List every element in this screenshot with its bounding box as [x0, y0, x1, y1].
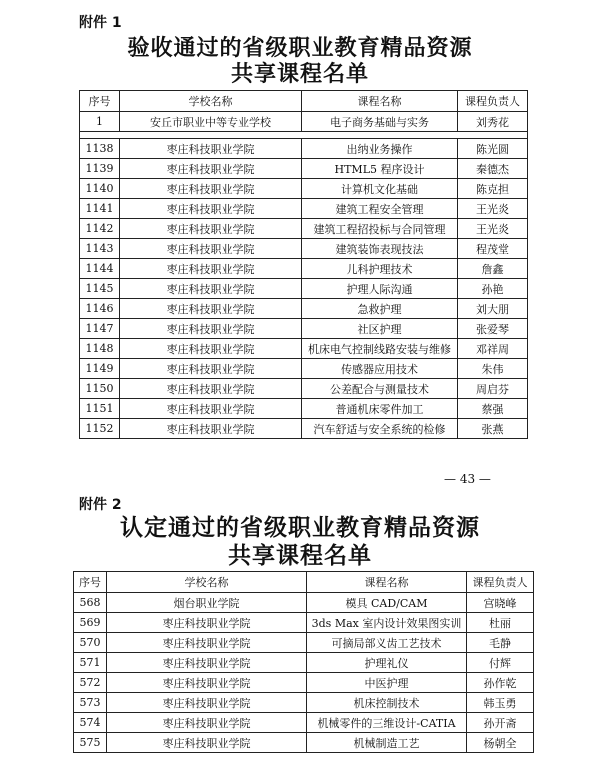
cell-index: 1145 — [80, 279, 120, 299]
header-lead: 课程负责人 — [467, 572, 534, 593]
cell-course: 机械零件的三维设计-CATIA — [307, 713, 467, 733]
cell-index: 1150 — [80, 379, 120, 399]
cell-course: 出纳业务操作 — [302, 139, 458, 159]
cell-course: 汽车舒适与安全系统的检修 — [302, 419, 458, 439]
cell-course: 公差配合与测量技术 — [302, 379, 458, 399]
cell-school: 枣庄科技职业学院 — [120, 339, 302, 359]
table-row — [80, 399, 528, 419]
table-row — [80, 259, 528, 279]
cell-lead: 刘大朋 — [458, 299, 528, 319]
table-header-row — [74, 572, 534, 593]
cell-course: 传感器应用技术 — [302, 359, 458, 379]
cell-school: 烟台职业学院 — [107, 593, 307, 613]
cell-index: 1140 — [80, 179, 120, 199]
table-row — [80, 319, 528, 339]
cell-index: 575 — [74, 733, 107, 753]
cell-school: 枣庄科技职业学院 — [120, 259, 302, 279]
table-row — [74, 733, 534, 753]
table-row — [74, 713, 534, 733]
cell-index: 571 — [74, 653, 107, 673]
cell-course: 社区护理 — [302, 319, 458, 339]
cell-index: 569 — [74, 613, 107, 633]
attachment-1-label: 附件 1 — [79, 15, 122, 31]
cell-course: HTML5 程序设计 — [302, 159, 458, 179]
cell-index: 574 — [74, 713, 107, 733]
cell-school: 枣庄科技职业学院 — [107, 673, 307, 693]
cell-index: 1152 — [80, 419, 120, 439]
table-gap — [80, 132, 528, 139]
cell-lead: 刘秀花 — [458, 112, 528, 132]
attachment-1-title-line2: 共享课程名单 — [230, 62, 369, 87]
cell-index: 1151 — [80, 399, 120, 419]
attachment-1-table — [79, 90, 528, 439]
cell-course: 儿科护理技术 — [302, 259, 458, 279]
cell-school: 枣庄科技职业学院 — [120, 279, 302, 299]
cell-lead: 杨朝全 — [467, 733, 534, 753]
cell-lead: 王光炎 — [458, 219, 528, 239]
header-school: 学校名称 — [107, 572, 307, 593]
cell-lead: 周启芬 — [458, 379, 528, 399]
table-row — [74, 613, 534, 633]
cell-course: 护理人际沟通 — [302, 279, 458, 299]
cell-course: 建筑工程招投标与合同管理 — [302, 219, 458, 239]
table-row — [80, 199, 528, 219]
cell-school: 枣庄科技职业学院 — [120, 239, 302, 259]
cell-school: 安丘市职业中等专业学校 — [120, 112, 302, 132]
attachment-2-title-line1: 认定通过的省级职业教育精品资源 — [120, 515, 480, 541]
attachment-2-label: 附件 2 — [79, 497, 122, 513]
cell-school: 枣庄科技职业学院 — [107, 633, 307, 653]
table-row — [74, 693, 534, 713]
cell-index: 1146 — [80, 299, 120, 319]
header-course: 课程名称 — [307, 572, 467, 593]
cell-school: 枣庄科技职业学院 — [120, 139, 302, 159]
cell-lead: 詹鑫 — [458, 259, 528, 279]
cell-school: 枣庄科技职业学院 — [107, 653, 307, 673]
cell-lead: 孙艳 — [458, 279, 528, 299]
header-index: 序号 — [74, 572, 107, 593]
cell-lead: 朱伟 — [458, 359, 528, 379]
table-row — [80, 239, 528, 259]
cell-course: 计算机文化基础 — [302, 179, 458, 199]
page-number: — 43 — — [444, 472, 491, 486]
cell-lead: 张燕 — [458, 419, 528, 439]
table-row — [80, 419, 528, 439]
cell-school: 枣庄科技职业学院 — [120, 359, 302, 379]
cell-index: 1139 — [80, 159, 120, 179]
header-index: 序号 — [80, 91, 120, 112]
cell-school: 枣庄科技职业学院 — [107, 613, 307, 633]
cell-lead: 毛静 — [467, 633, 534, 653]
cell-lead: 蔡强 — [458, 399, 528, 419]
cell-index: 1149 — [80, 359, 120, 379]
cell-course: 3ds Max 室内设计效果图实训 — [307, 613, 467, 633]
cell-course: 电子商务基础与实务 — [302, 112, 458, 132]
table-row — [80, 139, 528, 159]
table-row — [74, 653, 534, 673]
table-row — [80, 299, 528, 319]
table-row — [80, 179, 528, 199]
table-row — [80, 359, 528, 379]
cell-course: 机械制造工艺 — [307, 733, 467, 753]
cell-lead: 宫晓峰 — [467, 593, 534, 613]
cell-school: 枣庄科技职业学院 — [120, 299, 302, 319]
header-lead: 课程负责人 — [458, 91, 528, 112]
table-header-row — [80, 91, 528, 112]
cell-school: 枣庄科技职业学院 — [120, 159, 302, 179]
cell-index: 1148 — [80, 339, 120, 359]
cell-school: 枣庄科技职业学院 — [120, 399, 302, 419]
cell-lead: 韩玉勇 — [467, 693, 534, 713]
table-row — [80, 112, 528, 132]
cell-index: 1 — [80, 112, 120, 132]
header-course: 课程名称 — [302, 91, 458, 112]
attachment-2-table — [73, 571, 534, 753]
table-row — [74, 593, 534, 613]
cell-school: 枣庄科技职业学院 — [120, 379, 302, 399]
cell-lead: 孙开斋 — [467, 713, 534, 733]
cell-course: 模具 CAD/CAM — [307, 593, 467, 613]
cell-index: 1138 — [80, 139, 120, 159]
cell-school: 枣庄科技职业学院 — [107, 713, 307, 733]
cell-lead: 王光炎 — [458, 199, 528, 219]
cell-index: 1147 — [80, 319, 120, 339]
cell-index: 1141 — [80, 199, 120, 219]
cell-index: 572 — [74, 673, 107, 693]
cell-course: 急救护理 — [302, 299, 458, 319]
cell-index: 570 — [74, 633, 107, 653]
cell-index: 1144 — [80, 259, 120, 279]
cell-course: 可摘局部义齿工艺技术 — [307, 633, 467, 653]
table-row — [80, 279, 528, 299]
cell-index: 568 — [74, 593, 107, 613]
cell-lead: 杜丽 — [467, 613, 534, 633]
cell-lead: 孙作乾 — [467, 673, 534, 693]
cell-lead: 付辉 — [467, 653, 534, 673]
cell-index: 573 — [74, 693, 107, 713]
table-row — [74, 673, 534, 693]
cell-index: 1142 — [80, 219, 120, 239]
attachment-1-title-line1: 验收通过的省级职业教育精品资源 — [127, 36, 473, 61]
cell-lead: 陈克担 — [458, 179, 528, 199]
cell-course: 建筑装饰表现技法 — [302, 239, 458, 259]
cell-lead: 程茂堂 — [458, 239, 528, 259]
table-row — [74, 633, 534, 653]
attachment-2-title-line2: 共享课程名单 — [228, 543, 372, 569]
cell-course: 机床电气控制线路安装与维修 — [302, 339, 458, 359]
cell-school: 枣庄科技职业学院 — [107, 733, 307, 753]
cell-school: 枣庄科技职业学院 — [107, 693, 307, 713]
cell-lead: 张爱琴 — [458, 319, 528, 339]
cell-course: 机床控制技术 — [307, 693, 467, 713]
header-school: 学校名称 — [120, 91, 302, 112]
table-gap-row — [80, 132, 528, 139]
cell-school: 枣庄科技职业学院 — [120, 319, 302, 339]
cell-course: 建筑工程安全管理 — [302, 199, 458, 219]
cell-course: 中医护理 — [307, 673, 467, 693]
table-row — [80, 339, 528, 359]
cell-lead: 秦德杰 — [458, 159, 528, 179]
table-row — [80, 379, 528, 399]
cell-lead: 邓祥周 — [458, 339, 528, 359]
cell-course: 普通机床零件加工 — [302, 399, 458, 419]
cell-index: 1143 — [80, 239, 120, 259]
cell-school: 枣庄科技职业学院 — [120, 199, 302, 219]
cell-school: 枣庄科技职业学院 — [120, 419, 302, 439]
cell-lead: 陈光圆 — [458, 139, 528, 159]
cell-course: 护理礼仪 — [307, 653, 467, 673]
cell-school: 枣庄科技职业学院 — [120, 179, 302, 199]
cell-school: 枣庄科技职业学院 — [120, 219, 302, 239]
table-row — [80, 159, 528, 179]
table-row — [80, 219, 528, 239]
